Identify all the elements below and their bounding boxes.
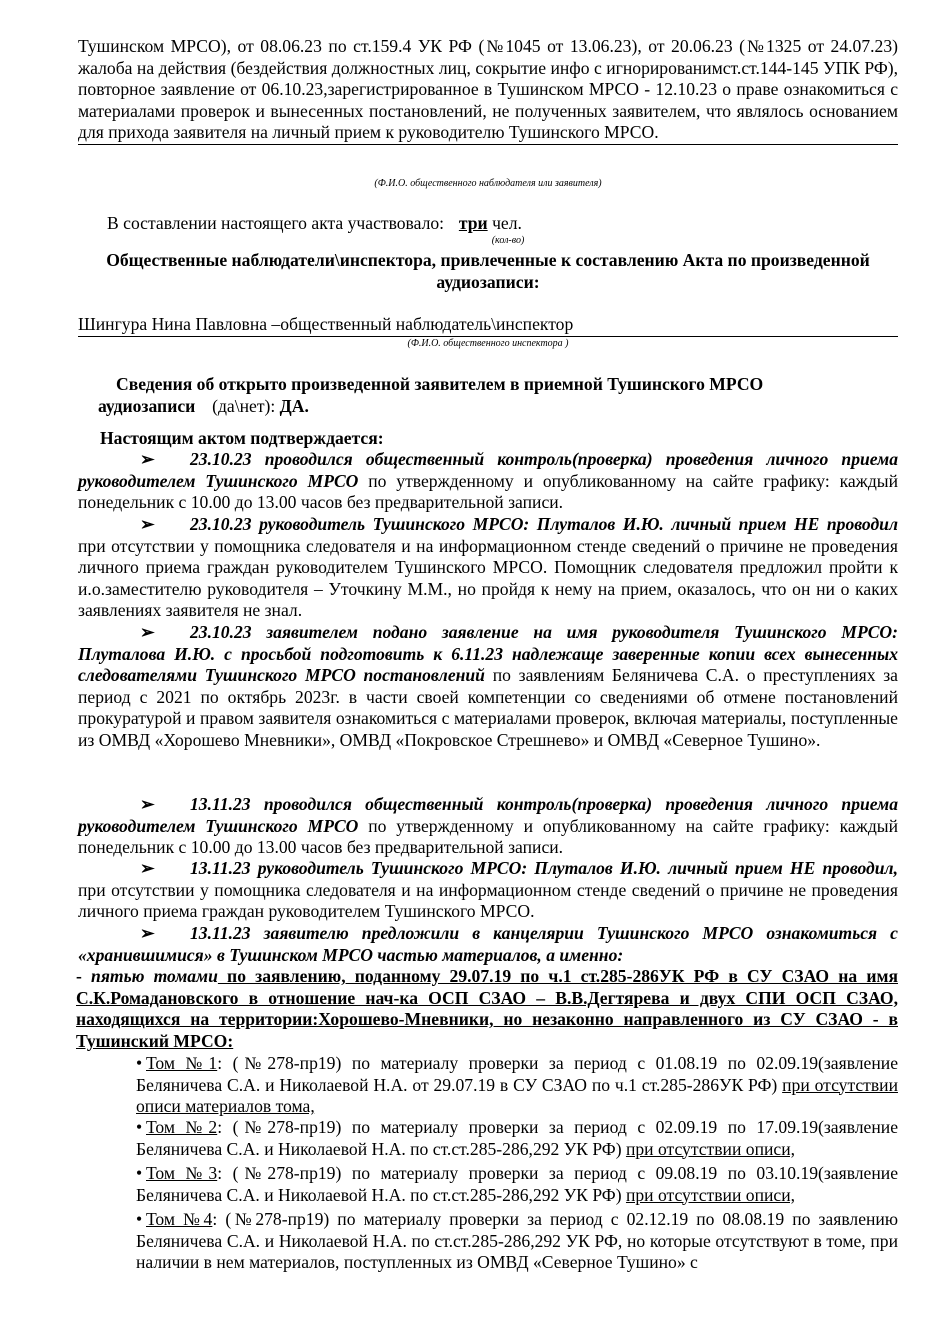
volumes-description: по заявлению, поданному 29.07.19 по ч.1 ст.285-286УК РФ в СУ СЗАО на имя С.К.Ромадановского в отношение нач-ка ОСП СЗАО – В.В.Дегтярева и двух СПИ ОСП СЗАО, находящихся на территории:Хорошево-Мневники, но незаконно направленного из СУ СЗАО - в Тушинский МРСО: xyxy=(76,966,898,1051)
item-5-text: при отсутствии у помощника следователя и на информационном стенде сведений о причине не проведения личного приема граждан руководителем Тушинского МРСО. xyxy=(78,879,898,922)
item-2 xyxy=(78,514,898,622)
caption-count: (кол-во) xyxy=(491,235,525,246)
arrow-icon: ➢ xyxy=(140,514,155,534)
bullet-icon: • xyxy=(136,1163,143,1183)
volumes-count: пятью томами xyxy=(91,966,218,986)
volume-3-note: при отсутствии описи, xyxy=(625,1184,796,1205)
volume-4-text: : (№278-пр19) по материалу проверки за период с 02.12.19 по 08.08.19 по заявлению Беляничева С.А. и Николаевой Н.А. по ст.ст.285-286,292 УК РФ, но которые отсутствуют в томе, при наличии в нем материалов, поступленных из ОМВД «Северное Тушино» с xyxy=(136,1209,898,1273)
volumes-dash: - xyxy=(76,966,82,986)
item-6 xyxy=(78,923,898,966)
volume-1 xyxy=(136,1053,898,1118)
volume-3 xyxy=(136,1163,898,1206)
recording-choice: (да\нет): xyxy=(212,396,276,416)
caption-fio-observer: (Ф.И.О. общественного наблюдателя или заявителя) xyxy=(374,178,602,189)
volumes-intro xyxy=(76,966,898,1052)
volume-1-text: : (№278-пр19) по материалу проверки за период с 01.08.19 по 02.09.19(заявление Беляничева С.А. и Николаевой Н.А. от 29.07.19 в СУ СЗАО по ч.1 ст.285-286УК РФ) xyxy=(136,1053,898,1095)
arrow-icon: ➢ xyxy=(140,449,155,469)
recording-heading-line2 xyxy=(98,396,878,418)
confirm-heading: Настоящим актом подтверждается: xyxy=(100,428,384,448)
item-1 xyxy=(78,449,898,514)
participants-unit: чел. xyxy=(492,213,522,233)
arrow-icon: ➢ xyxy=(140,858,155,878)
volume-3-label: Том №3 xyxy=(146,1163,218,1183)
caption-fio-inspector: (Ф.И.О. общественного инспектора ) xyxy=(407,338,569,349)
volume-1-label: Том №1 xyxy=(146,1053,218,1073)
bullet-icon: • xyxy=(136,1053,143,1073)
participants-count: три xyxy=(458,213,488,233)
item-2-emphasis: 23.10.23 руководитель Тушинского МРСО: Плуталов И.Ю. личный прием НЕ проводил xyxy=(190,514,898,534)
item-3-text: по заявлениям Беляничева С.А. о преступлениях за период с 2021 по октябрь 2023г. в части своей компетенции со сведениями об отмене постановлений прокуратурой и правом заявителя ознакомиться с материалами проверок, включая материалы, поступленные из ОМВД «Хорошево Мневники», ОМВД «Покровское Стрешнево» и ОМВД «Северное Тушино». xyxy=(78,665,898,750)
recording-heading-line1: Сведения об открыто произведенной заявителем в приемной Тушинского МРСО xyxy=(116,374,764,394)
volume-2 xyxy=(136,1117,898,1160)
item-3 xyxy=(78,622,898,752)
arrow-icon: ➢ xyxy=(140,923,155,943)
item-4-text: по утвержденному и опубликованному на сайте графику: каждый понедельник с 10.00 до 13.00 часов без предварительной записи. xyxy=(78,815,899,858)
arrow-icon: ➢ xyxy=(140,794,155,814)
participants-line xyxy=(107,213,887,235)
volume-2-label: Том №2 xyxy=(146,1117,218,1137)
item-4 xyxy=(78,794,898,859)
item-5 xyxy=(78,858,898,923)
item-6-emphasis: 13.11.23 заявителю предложили в канцелярии Тушинского МРСО ознакомиться с «хранившимися» в Тушинском МРСО частью материалов, а именно: xyxy=(78,923,898,965)
recording-answer: ДА. xyxy=(279,396,309,416)
bullet-icon: • xyxy=(136,1209,143,1229)
volume-3-text: : (№278-пр19) по материалу проверки за период с 09.08.19 по 03.10.19(заявление Беляничева С.А. и Николаевой Н.А. по ст.ст.285-286,292 УК РФ) xyxy=(136,1163,898,1205)
volume-4-label: Том №4 xyxy=(146,1209,213,1229)
participants-label: В составлении настоящего акта участвовало: xyxy=(107,213,445,233)
item-5-emphasis: 13.11.23 руководитель Тушинского МРСО: Плуталов И.Ю. личный прием НЕ проводил, xyxy=(190,858,898,878)
volume-4 xyxy=(136,1209,898,1274)
volume-2-note: при отсутствии описи, xyxy=(625,1138,796,1159)
item-2-text: при отсутствии у помощника следователя и на информационном стенде сведений о причине не проведения личного приема граждан руководителем Тушинского МРСО. Помощник следователя предложил пройти к и.о.заместителю руководителя – Уточкину М.М., но пройдя к нему на прием, оказалось, что он ни о каких заявлениях заявителя не знал. xyxy=(78,535,898,621)
item-1-text: по утвержденному и опубликованному на сайте графику: каждый понедельник с 10.00 до 13.00 часов без предварительной записи. xyxy=(78,470,899,513)
arrow-icon: ➢ xyxy=(140,622,155,642)
observers-heading: Общественные наблюдатели\инспектора, привлеченные к составлению Акта по произведенной аудиозаписи: xyxy=(106,250,870,292)
observer-name-line xyxy=(78,314,898,337)
bullet-icon: • xyxy=(136,1117,143,1137)
volume-1-note: при отсутствии описи материалов тома, xyxy=(136,1074,898,1117)
volume-2-text: : (№278-пр19) по материалу проверки за период с 02.09.19 по 17.09.19(заявление Беляничева С.А. и Николаевой Н.А. по ст.ст.285-286,292 УК РФ) xyxy=(136,1117,898,1159)
top-paragraph xyxy=(78,36,898,145)
observer-name: Шингура Нина Павловна –общественный наблюдатель\инспектор xyxy=(78,314,574,334)
recording-label: аудиозаписи xyxy=(98,396,196,416)
item-3-emphasis: 23.10.23 заявителем подано заявление на имя руководителя Тушинского МРСО: Плуталова И.Ю. с просьбой подготовить к 6.11.23 надлежаще заверенные копии всех вынесенных следователями Тушинского МРСО постановлений xyxy=(78,622,898,686)
item-4-emphasis: 13.11.23 проводился общественный контроль(проверка) проведения личного приема руководителем Тушинского МРСО xyxy=(78,794,898,836)
item-1-emphasis: 23.10.23 проводился общественный контроль(проверка) проведения личного приема руководителем Тушинского МРСО xyxy=(78,449,898,491)
top-paragraph-text: Тушинском МРСО), от 08.06.23 по ст.159.4 УК РФ (№1045 от 13.06.23), от 20.06.23 (№1325 от 24.07.23) жалоба на действия (бездействия должностных лиц, сокрытие инфо с игнорированимст.ст.144-145 УПК РФ), повторное заявление от 06.10.23,зарегистрированное в Тушинском МРСО - 12.10.23 о праве ознакомиться с материалами проверок и вынесенных постановлений, не полученных заявителем, что являлось основанием для прихода заявителя на личный прием к руководителю Тушинского МРСО. xyxy=(78,36,898,143)
